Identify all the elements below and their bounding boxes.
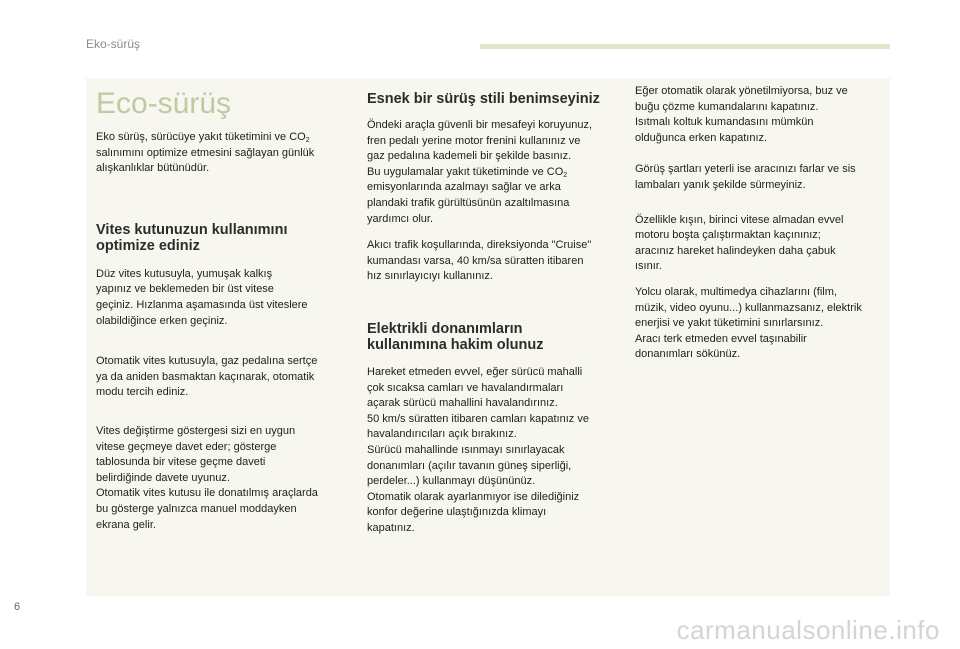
driving-paragraph-1 <box>367 118 621 227</box>
intro-text-a: Eko sürüş, sürücüye yakıt tüketimini ve CO <box>96 131 306 143</box>
page-title: Eco-sürüş <box>96 87 232 120</box>
gearbox-paragraph-2: Otomatik vites kutusuyla, gaz pedalına sertçe ya da aniden basmaktan kaçınarak, otomatik modu tercih ediniz. <box>96 355 318 399</box>
intro-paragraph <box>96 130 356 177</box>
column-3 <box>635 78 885 363</box>
driving-paragraph-2: Akıcı trafik koşullarında, direksiyonda "Cruise" kumandası varsa, 40 km/sa süratten itibaren hız sınırlayıcıyı kullanınız. <box>367 239 592 283</box>
gearbox-paragraph-1: Düz vites kutusuyla, yumuşak kalkış yapınız ve beklemeden bir üst vitese geçiniz. Hızlanma aşamasında üst viteslere olabildiğince erken geçiniz. <box>96 267 308 327</box>
driving-subscript: 2 <box>563 171 568 179</box>
tips-paragraph-2: Görüş şartları yeterli ise aracınızı farlar ve sis lambaları yanık şekilde sürmeyiniz. <box>635 163 856 191</box>
intro-text-b: salınımını optimize etmesini sağlayan günlük alışkanlıklar bütünüdür. <box>96 146 315 175</box>
intro-subscript: 2 <box>305 137 310 144</box>
driving-text-b: emisyonlarında azalmayı sağlar ve arka plandaki trafik gürültüsünün azaltılmasına yardımcı olur. <box>367 181 570 225</box>
electrical-paragraph: Hareket etmeden evvel, eğer sürücü mahalli çok sıcaksa camları ve havalandırmaları açarak sürücü mahallini havalandırınız. 50 km/s süratten itibaren camları kapatınız ve havalandırıcıları açık bırakınız. Sürücü mahallinde ısınmayı sınırlayacak donanımları (açılır tavanın güneş siperliği, perdeler...) kullanmayı düşününüz. Otomatik olarak ayarlanmıyor ise dilediğiniz konfor değerine ulaştığınızda klimayı kapatınız. <box>367 365 589 534</box>
tips-paragraph-3: Özellikle kışın, birinci vitese almadan evvel motoru boşta çalıştırmaktan kaçınınız; aracınız hareket halindeyken daha çabuk ısınır. <box>635 213 844 273</box>
header-accent-bar <box>480 44 890 49</box>
heading-electrical: Elektrikli donanımların kullanımına hakim olunuz <box>367 320 544 353</box>
tips-paragraph-4: Yolcu olarak, multimedya cihazlarını (film, müzik, video oyunu...) kullanmazsanız, elektrik enerjisi ve yakıt tüketimini sınırlarsınız. Aracı terk etmeden evvel taşınabilir donanımları sökünüz. <box>635 285 862 361</box>
tips-paragraph-1: Eğer otomatik olarak yönetilmiyorsa, buz ve buğu çözme kumandalarını kapatınız. Isıtmalı koltuk kumandasını mümkün olduğunca erken kapatınız. <box>635 85 848 144</box>
column-1 <box>96 78 356 533</box>
page-number: 6 <box>14 601 21 613</box>
heading-gearbox: Vites kutunuzun kullanımını optimize ediniz <box>96 221 288 254</box>
column-2 <box>367 78 621 536</box>
watermark: carmanualsonline.info <box>676 615 940 645</box>
content-panel <box>86 78 890 596</box>
gearbox-paragraph-3: Vites değiştirme göstergesi sizi en uygun vitese geçmeye davet eder; gösterge tablosunda bir vitese geçme daveti belirdiğinde davete uyunuz. Otomatik vites kutusu ile donatılmış araçlarda bu gösterge yalnızca manuel moddayken ekrana gelir. <box>96 424 318 531</box>
driving-text-a: Öndeki araçla güvenli bir mesafeyi koruyunuz, fren pedalı yerine motor frenini kullanınız ve gaz pedalına kademeli bir şekilde basınız. Bu uygulamalar yakıt tüketiminde ve CO <box>367 119 593 178</box>
heading-driving-style: Esnek bir sürüş stili benimseyiniz <box>367 91 600 107</box>
section-title: Eko-sürüş <box>86 37 141 51</box>
